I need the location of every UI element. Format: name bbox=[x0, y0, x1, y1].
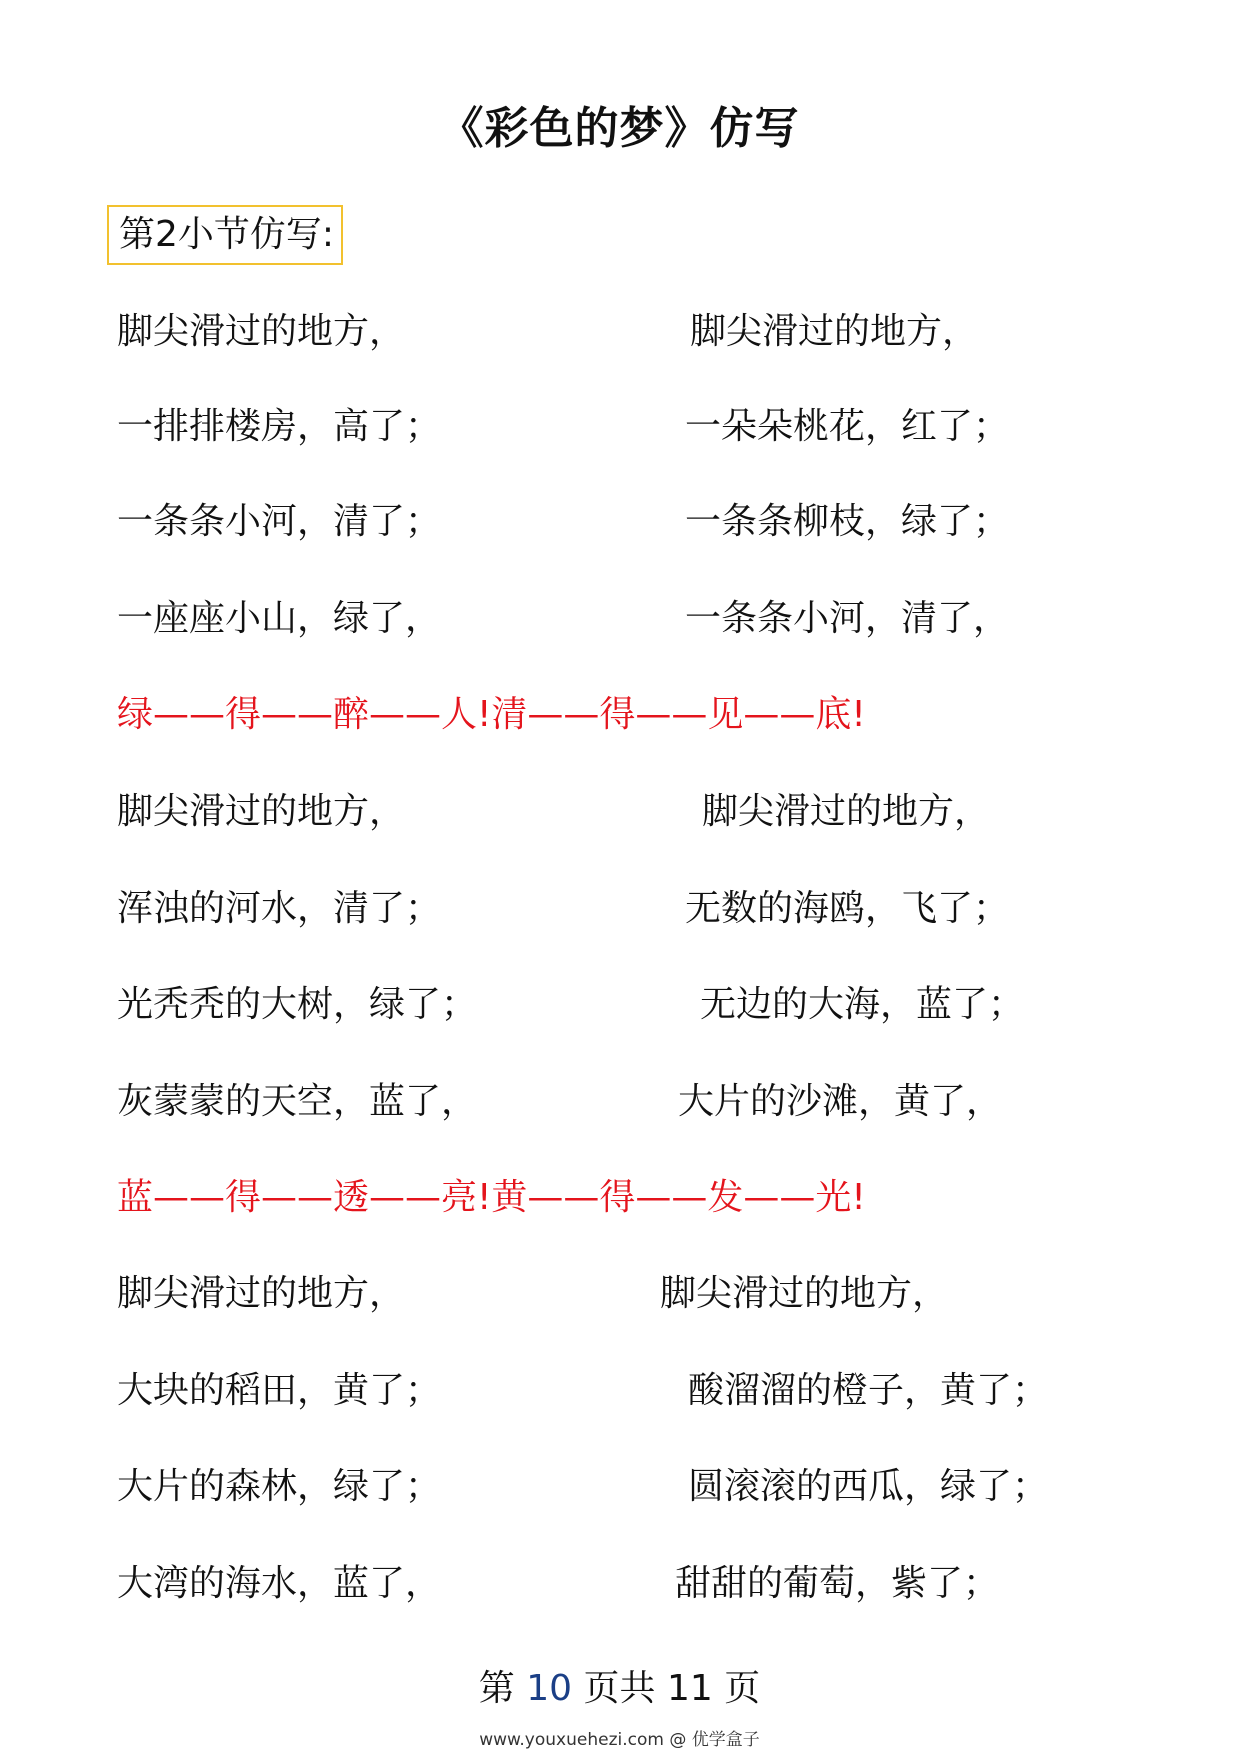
stanza-1-left-line-4: 一座座小山，绿了， bbox=[117, 598, 442, 639]
stanza-2-left-line-3: 光秃秃的大树，绿了； bbox=[117, 984, 478, 1025]
stanza-2-left-line-2: 浑浊的河水，清了； bbox=[117, 888, 442, 929]
stanza-1-right-line-2: 一朵朵桃花，红了； bbox=[685, 406, 1010, 447]
stanza-1-right-line-4: 一条条小河，清了， bbox=[685, 598, 1010, 639]
stanza-1-highlight: 绿——得——醉——人!清——得——见——底! bbox=[117, 694, 866, 735]
stanza-2-right-line-3: 无边的大海，蓝了； bbox=[700, 984, 1025, 1025]
stanza-3-left-line-2: 大块的稻田，黄了； bbox=[117, 1370, 442, 1411]
stanza-3-left-line-1: 脚尖滑过的地方， bbox=[117, 1273, 406, 1314]
stanza-1-left-line-1: 脚尖滑过的地方， bbox=[117, 311, 406, 352]
stanza-3-left-line-4: 大湾的海水，蓝了， bbox=[117, 1563, 442, 1604]
stanza-2-left-line-4: 灰蒙蒙的天空，蓝了， bbox=[117, 1081, 478, 1122]
stanza-1-right-line-1: 脚尖滑过的地方， bbox=[690, 311, 979, 352]
stanza-2-right-line-1: 脚尖滑过的地方， bbox=[702, 791, 991, 832]
stanza-2-left-line-1: 脚尖滑过的地方， bbox=[117, 791, 406, 832]
stanza-1-left-line-3: 一条条小河，清了； bbox=[117, 501, 442, 542]
page-indicator-middle: 页共 bbox=[583, 1668, 656, 1709]
stanza-3-left-line-3: 大片的森林，绿了； bbox=[117, 1466, 442, 1507]
page-indicator-current: 10 bbox=[526, 1668, 573, 1709]
stanza-3-right-line-3: 圆滚滚的西瓜，绿了； bbox=[688, 1466, 1049, 1507]
page-title: 《彩色的梦》仿写 bbox=[439, 103, 800, 154]
page-indicator-prefix: 第 bbox=[478, 1668, 515, 1709]
stanza-1-right-line-3: 一条条柳枝，绿了； bbox=[685, 501, 1010, 542]
stanza-3-right-line-1: 脚尖滑过的地方， bbox=[660, 1273, 949, 1314]
stanza-2-right-line-4: 大片的沙滩，黄了， bbox=[678, 1081, 1003, 1122]
stanza-2-right-line-2: 无数的海鸥，飞了； bbox=[685, 888, 1010, 929]
stanza-3-right-line-4: 甜甜的葡萄，紫了； bbox=[675, 1563, 1000, 1604]
stanza-1-left-line-2: 一排排楼房，高了； bbox=[117, 406, 442, 447]
stanza-3-right-line-2: 酸溜溜的橙子，黄了； bbox=[688, 1370, 1049, 1411]
stanza-2-highlight: 蓝——得——透——亮!黄——得——发——光! bbox=[117, 1177, 866, 1218]
section-label: 第2小节仿写: bbox=[107, 205, 343, 265]
page-indicator-suffix: 页 bbox=[724, 1668, 761, 1709]
footer-watermark: www.youxuehezi.com @ 优学盒子 bbox=[479, 1730, 760, 1750]
page-indicator bbox=[0, 1660, 1239, 1711]
page-indicator-total: 11 bbox=[666, 1668, 713, 1709]
